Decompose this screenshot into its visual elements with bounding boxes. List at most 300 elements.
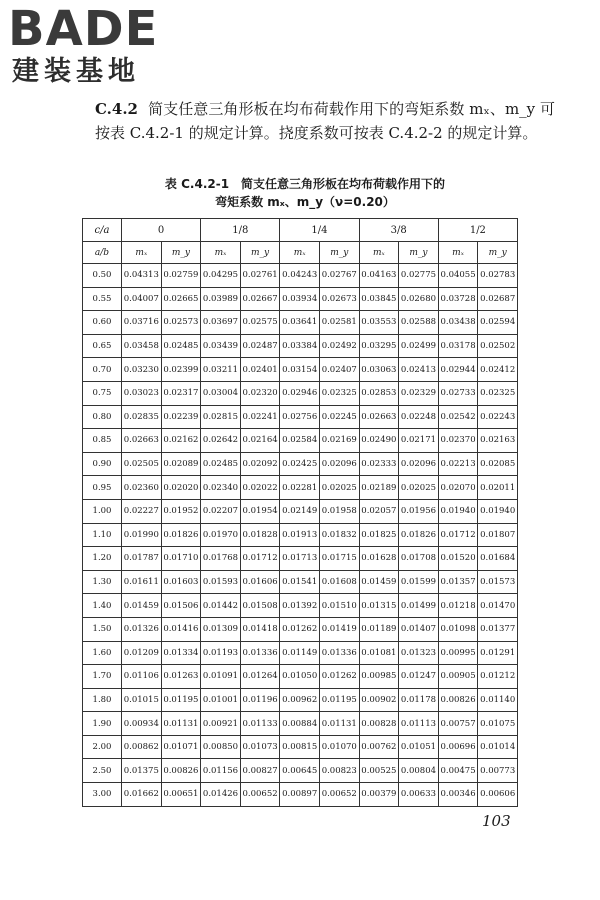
cell-mx: 0.04055 (438, 264, 478, 288)
cell-my: 0.01684 (478, 547, 518, 571)
cell-mx: 0.02944 (438, 358, 478, 382)
cell-mx: 0.00815 (280, 735, 320, 759)
table-row (83, 287, 518, 311)
cell-mx: 0.02070 (438, 476, 478, 500)
cell-mx: 0.02542 (438, 405, 478, 429)
cell-my: 0.01247 (399, 665, 439, 689)
cell-my: 0.02485 (161, 334, 201, 358)
cell-mx: 0.00525 (359, 759, 399, 783)
cell-mx: 0.00921 (201, 712, 241, 736)
cell-my: 0.01113 (399, 712, 439, 736)
cell-mx: 0.01015 (122, 688, 162, 712)
cell-my: 0.02020 (161, 476, 201, 500)
cell-mx: 0.01426 (201, 783, 241, 807)
cell-my: 0.01470 (478, 594, 518, 618)
cell-my: 0.00651 (161, 783, 201, 807)
cell-my: 0.00652 (240, 783, 280, 807)
table-row (83, 381, 518, 405)
cell-mx: 0.00346 (438, 783, 478, 807)
cell-mx: 0.03934 (280, 287, 320, 311)
cell-mx: 0.02425 (280, 452, 320, 476)
cell-my: 0.01416 (161, 617, 201, 641)
row-ratio-ab: 0.85 (83, 429, 122, 453)
cell-my: 0.02092 (240, 452, 280, 476)
cell-mx: 0.02733 (438, 381, 478, 405)
table-row (83, 594, 518, 618)
cell-my: 0.02502 (478, 334, 518, 358)
row-ratio-ab: 1.10 (83, 523, 122, 547)
cell-my: 0.01606 (240, 570, 280, 594)
cell-my: 0.02499 (399, 334, 439, 358)
cell-my: 0.01014 (478, 735, 518, 759)
cell-my: 0.01807 (478, 523, 518, 547)
cell-my: 0.01195 (161, 688, 201, 712)
cell-mx: 0.00862 (122, 735, 162, 759)
row-ratio-ab: 0.75 (83, 381, 122, 405)
cell-my: 0.01263 (161, 665, 201, 689)
cell-mx: 0.03845 (359, 287, 399, 311)
cell-my: 0.01828 (240, 523, 280, 547)
cell-mx: 0.01193 (201, 641, 241, 665)
cell-my: 0.01133 (240, 712, 280, 736)
cell-mx: 0.02333 (359, 452, 399, 476)
cell-mx: 0.00897 (280, 783, 320, 807)
row-ratio-ab: 1.40 (83, 594, 122, 618)
cell-mx: 0.03439 (201, 334, 241, 358)
cell-my: 0.01958 (319, 499, 359, 523)
cell-my: 0.02022 (240, 476, 280, 500)
cell-mx: 0.00696 (438, 735, 478, 759)
cell-my: 0.02096 (319, 452, 359, 476)
cell-my: 0.00804 (399, 759, 439, 783)
cell-mx: 0.01628 (359, 547, 399, 571)
cell-mx: 0.02835 (122, 405, 162, 429)
cell-my: 0.01140 (478, 688, 518, 712)
row-ratio-ab: 1.50 (83, 617, 122, 641)
cell-mx: 0.03553 (359, 311, 399, 335)
cell-mx: 0.02281 (280, 476, 320, 500)
row-ratio-ab: 0.65 (83, 334, 122, 358)
cell-my: 0.01573 (478, 570, 518, 594)
cell-my: 0.02245 (319, 405, 359, 429)
cell-mx: 0.02485 (201, 452, 241, 476)
cell-my: 0.01336 (319, 641, 359, 665)
table-title-line1: 表 C.4.2-1 简支任意三角形板在均布荷载作用下的 (164, 177, 446, 191)
cell-my: 0.01499 (399, 594, 439, 618)
cell-mx: 0.00379 (359, 783, 399, 807)
cell-my: 0.01291 (478, 641, 518, 665)
cell-my: 0.01954 (240, 499, 280, 523)
cell-my: 0.02492 (319, 334, 359, 358)
bade-logo (8, 1, 178, 90)
row-ratio-ab: 1.70 (83, 665, 122, 689)
cell-my: 0.02162 (161, 429, 201, 453)
cell-mx: 0.00905 (438, 665, 478, 689)
cell-mx: 0.01520 (438, 547, 478, 571)
cell-my: 0.01071 (161, 735, 201, 759)
cell-my: 0.02089 (161, 452, 201, 476)
cell-mx: 0.01787 (122, 547, 162, 571)
cell-mx: 0.01098 (438, 617, 478, 641)
table-row (83, 499, 518, 523)
cell-mx: 0.02057 (359, 499, 399, 523)
cell-mx: 0.01712 (438, 523, 478, 547)
table-row (83, 264, 518, 288)
cell-mx: 0.02946 (280, 381, 320, 405)
cell-my: 0.02413 (399, 358, 439, 382)
table-row (83, 547, 518, 571)
row-ratio-ab: 0.80 (83, 405, 122, 429)
cell-my: 0.01131 (319, 712, 359, 736)
cell-my: 0.01407 (399, 617, 439, 641)
corner-header-ab: a/b (83, 242, 122, 264)
cell-mx: 0.03154 (280, 358, 320, 382)
cell-mx: 0.01593 (201, 570, 241, 594)
cell-my: 0.02011 (478, 476, 518, 500)
cell-my: 0.02487 (240, 334, 280, 358)
table-row (83, 617, 518, 641)
cell-mx: 0.02505 (122, 452, 162, 476)
cell-my: 0.02407 (319, 358, 359, 382)
cell-my: 0.02687 (478, 287, 518, 311)
logo-wordmark: BADE (8, 1, 159, 57)
table-row (83, 783, 518, 807)
cell-mx: 0.02756 (280, 405, 320, 429)
cell-mx: 0.02815 (201, 405, 241, 429)
cell-mx: 0.00985 (359, 665, 399, 689)
cell-my: 0.01599 (399, 570, 439, 594)
cell-my: 0.01070 (319, 735, 359, 759)
cell-mx: 0.03438 (438, 311, 478, 335)
table-row (83, 665, 518, 689)
cell-mx: 0.01309 (201, 617, 241, 641)
table-row (83, 476, 518, 500)
table-body (83, 264, 518, 807)
cell-my: 0.02025 (319, 476, 359, 500)
cell-my: 0.01508 (240, 594, 280, 618)
cell-my: 0.02588 (399, 311, 439, 335)
cell-mx: 0.04007 (122, 287, 162, 311)
cell-my: 0.02096 (399, 452, 439, 476)
cell-mx: 0.03023 (122, 381, 162, 405)
row-ratio-ab: 0.50 (83, 264, 122, 288)
cell-my: 0.00773 (478, 759, 518, 783)
cell-my: 0.01377 (478, 617, 518, 641)
cell-my: 0.01195 (319, 688, 359, 712)
cell-mx: 0.01001 (201, 688, 241, 712)
cell-my: 0.01075 (478, 712, 518, 736)
cell-my: 0.01051 (399, 735, 439, 759)
cell-mx: 0.01315 (359, 594, 399, 618)
cell-mx: 0.01970 (201, 523, 241, 547)
cell-mx: 0.00850 (201, 735, 241, 759)
cell-mx: 0.01662 (122, 783, 162, 807)
cell-my: 0.02171 (399, 429, 439, 453)
cell-my: 0.01264 (240, 665, 280, 689)
cell-mx: 0.02853 (359, 381, 399, 405)
sub-header-my: m_y (399, 242, 439, 264)
table-row (83, 759, 518, 783)
cell-my: 0.02325 (319, 381, 359, 405)
cell-mx: 0.01459 (122, 594, 162, 618)
cell-my: 0.02783 (478, 264, 518, 288)
cell-mx: 0.01459 (359, 570, 399, 594)
cell-mx: 0.01262 (280, 617, 320, 641)
cell-my: 0.02248 (399, 405, 439, 429)
cell-my: 0.02775 (399, 264, 439, 288)
cell-my: 0.01178 (399, 688, 439, 712)
page-number: 103 (482, 812, 511, 830)
cell-my: 0.02412 (478, 358, 518, 382)
cell-mx: 0.01218 (438, 594, 478, 618)
clause-paragraph (95, 97, 555, 145)
cell-my: 0.00826 (161, 759, 201, 783)
cell-my: 0.01419 (319, 617, 359, 641)
cell-mx: 0.02584 (280, 429, 320, 453)
cell-mx: 0.02189 (359, 476, 399, 500)
cell-my: 0.02667 (240, 287, 280, 311)
cell-my: 0.01826 (399, 523, 439, 547)
row-ratio-ab: 0.55 (83, 287, 122, 311)
cell-mx: 0.01081 (359, 641, 399, 665)
group-header: 3/8 (359, 219, 438, 242)
cell-my: 0.02665 (161, 287, 201, 311)
cell-my: 0.02401 (240, 358, 280, 382)
cell-mx: 0.03728 (438, 287, 478, 311)
row-ratio-ab: 2.00 (83, 735, 122, 759)
cell-my: 0.00827 (240, 759, 280, 783)
group-header: 1/8 (201, 219, 280, 242)
cell-mx: 0.01106 (122, 665, 162, 689)
cell-mx: 0.01990 (122, 523, 162, 547)
cell-mx: 0.00757 (438, 712, 478, 736)
sub-header-my: m_y (240, 242, 280, 264)
cell-mx: 0.00934 (122, 712, 162, 736)
cell-mx: 0.00645 (280, 759, 320, 783)
row-ratio-ab: 0.95 (83, 476, 122, 500)
cell-mx: 0.02663 (359, 405, 399, 429)
row-ratio-ab: 1.20 (83, 547, 122, 571)
cell-mx: 0.00902 (359, 688, 399, 712)
cell-mx: 0.01392 (280, 594, 320, 618)
cell-my: 0.01418 (240, 617, 280, 641)
cell-mx: 0.02663 (122, 429, 162, 453)
cell-my: 0.01603 (161, 570, 201, 594)
cell-my: 0.02164 (240, 429, 280, 453)
cell-mx: 0.03716 (122, 311, 162, 335)
cell-mx: 0.00826 (438, 688, 478, 712)
cell-my: 0.01336 (240, 641, 280, 665)
cell-my: 0.01708 (399, 547, 439, 571)
cell-my: 0.01956 (399, 499, 439, 523)
row-ratio-ab: 0.90 (83, 452, 122, 476)
table-row (83, 712, 518, 736)
cell-mx: 0.02340 (201, 476, 241, 500)
cell-mx: 0.01768 (201, 547, 241, 571)
cell-mx: 0.01326 (122, 617, 162, 641)
cell-my: 0.01510 (319, 594, 359, 618)
cell-my: 0.02325 (478, 381, 518, 405)
cell-my: 0.00606 (478, 783, 518, 807)
cell-my: 0.02581 (319, 311, 359, 335)
cell-my: 0.02573 (161, 311, 201, 335)
cell-my: 0.02025 (399, 476, 439, 500)
cell-mx: 0.03384 (280, 334, 320, 358)
table-row (83, 405, 518, 429)
table-row (83, 429, 518, 453)
cell-my: 0.01073 (240, 735, 280, 759)
cell-mx: 0.00828 (359, 712, 399, 736)
row-ratio-ab: 3.00 (83, 783, 122, 807)
cell-mx: 0.02149 (280, 499, 320, 523)
cell-mx: 0.01375 (122, 759, 162, 783)
cell-mx: 0.03230 (122, 358, 162, 382)
cell-my: 0.02241 (240, 405, 280, 429)
cell-mx: 0.01611 (122, 570, 162, 594)
cell-mx: 0.04163 (359, 264, 399, 288)
corner-header-ca: c/a (83, 219, 122, 242)
row-ratio-ab: 1.30 (83, 570, 122, 594)
cell-mx: 0.00995 (438, 641, 478, 665)
clause-number: C.4.2 (95, 100, 138, 118)
cell-my: 0.02085 (478, 452, 518, 476)
cell-mx: 0.03211 (201, 358, 241, 382)
row-ratio-ab: 1.80 (83, 688, 122, 712)
cell-my: 0.01940 (478, 499, 518, 523)
sub-header-mx: mₓ (359, 242, 399, 264)
cell-mx: 0.03697 (201, 311, 241, 335)
sub-header-mx: mₓ (438, 242, 478, 264)
cell-mx: 0.01189 (359, 617, 399, 641)
sub-header-my: m_y (161, 242, 201, 264)
cell-my: 0.02317 (161, 381, 201, 405)
cell-mx: 0.01940 (438, 499, 478, 523)
cell-my: 0.02169 (319, 429, 359, 453)
cell-mx: 0.01091 (201, 665, 241, 689)
cell-my: 0.02399 (161, 358, 201, 382)
group-header: 1/2 (438, 219, 517, 242)
cell-my: 0.02673 (319, 287, 359, 311)
cell-my: 0.01608 (319, 570, 359, 594)
sub-header-mx: mₓ (201, 242, 241, 264)
row-ratio-ab: 1.60 (83, 641, 122, 665)
table-subheader-row (83, 242, 518, 264)
cell-my: 0.02759 (161, 264, 201, 288)
cell-mx: 0.02370 (438, 429, 478, 453)
cell-mx: 0.01156 (201, 759, 241, 783)
cell-mx: 0.00762 (359, 735, 399, 759)
cell-mx: 0.02490 (359, 429, 399, 453)
cell-my: 0.02243 (478, 405, 518, 429)
cell-my: 0.02329 (399, 381, 439, 405)
sub-header-my: m_y (319, 242, 359, 264)
moment-coefficient-table (82, 218, 518, 807)
row-ratio-ab: 1.00 (83, 499, 122, 523)
cell-mx: 0.01825 (359, 523, 399, 547)
cell-mx: 0.03641 (280, 311, 320, 335)
cell-mx: 0.04295 (201, 264, 241, 288)
table-row (83, 311, 518, 335)
table-row (83, 452, 518, 476)
group-header: 1/4 (280, 219, 359, 242)
cell-mx: 0.02207 (201, 499, 241, 523)
table-title-line2: 弯矩系数 mₓ、m_y（ν=0.20） (215, 195, 395, 209)
cell-mx: 0.03178 (438, 334, 478, 358)
table-title (80, 175, 530, 211)
cell-my: 0.01131 (161, 712, 201, 736)
cell-my: 0.00823 (319, 759, 359, 783)
cell-my: 0.01323 (399, 641, 439, 665)
table-header-row (83, 219, 518, 242)
sub-header-mx: mₓ (280, 242, 320, 264)
cell-mx: 0.01442 (201, 594, 241, 618)
cell-my: 0.02320 (240, 381, 280, 405)
cell-my: 0.01710 (161, 547, 201, 571)
cell-my: 0.01952 (161, 499, 201, 523)
table-row (83, 334, 518, 358)
row-ratio-ab: 1.90 (83, 712, 122, 736)
cell-my: 0.01826 (161, 523, 201, 547)
table-row (83, 523, 518, 547)
cell-my: 0.02239 (161, 405, 201, 429)
cell-mx: 0.00884 (280, 712, 320, 736)
cell-mx: 0.03458 (122, 334, 162, 358)
cell-my: 0.02594 (478, 311, 518, 335)
cell-mx: 0.03004 (201, 381, 241, 405)
clause-text: 简支任意三角形板在均布荷载作用下的弯矩系数 mₓ、m_y 可按表 C.4.2-1 的规定计算。挠度系数可按表 C.4.2-2 的规定计算。 (95, 100, 555, 142)
sub-header-mx: mₓ (122, 242, 162, 264)
cell-my: 0.01212 (478, 665, 518, 689)
cell-mx: 0.01357 (438, 570, 478, 594)
table-row (83, 570, 518, 594)
cell-my: 0.01196 (240, 688, 280, 712)
cell-mx: 0.01149 (280, 641, 320, 665)
cell-mx: 0.00475 (438, 759, 478, 783)
cell-my: 0.02767 (319, 264, 359, 288)
table-row (83, 641, 518, 665)
cell-my: 0.01262 (319, 665, 359, 689)
cell-mx: 0.02642 (201, 429, 241, 453)
row-ratio-ab: 0.60 (83, 311, 122, 335)
cell-mx: 0.04313 (122, 264, 162, 288)
cell-my: 0.02680 (399, 287, 439, 311)
cell-my: 0.01334 (161, 641, 201, 665)
cell-mx: 0.03989 (201, 287, 241, 311)
cell-mx: 0.01050 (280, 665, 320, 689)
cell-my: 0.01832 (319, 523, 359, 547)
row-ratio-ab: 0.70 (83, 358, 122, 382)
logo-subtitle: 建装基地 (12, 56, 140, 87)
table-row (83, 688, 518, 712)
table-row (83, 735, 518, 759)
cell-mx: 0.03063 (359, 358, 399, 382)
cell-mx: 0.02213 (438, 452, 478, 476)
sub-header-my: m_y (478, 242, 518, 264)
cell-my: 0.02761 (240, 264, 280, 288)
cell-mx: 0.01541 (280, 570, 320, 594)
cell-mx: 0.00962 (280, 688, 320, 712)
cell-mx: 0.01209 (122, 641, 162, 665)
cell-my: 0.02163 (478, 429, 518, 453)
cell-mx: 0.01713 (280, 547, 320, 571)
cell-my: 0.01712 (240, 547, 280, 571)
cell-my: 0.01506 (161, 594, 201, 618)
cell-mx: 0.01913 (280, 523, 320, 547)
row-ratio-ab: 2.50 (83, 759, 122, 783)
cell-mx: 0.02227 (122, 499, 162, 523)
cell-my: 0.00652 (319, 783, 359, 807)
cell-my: 0.02575 (240, 311, 280, 335)
